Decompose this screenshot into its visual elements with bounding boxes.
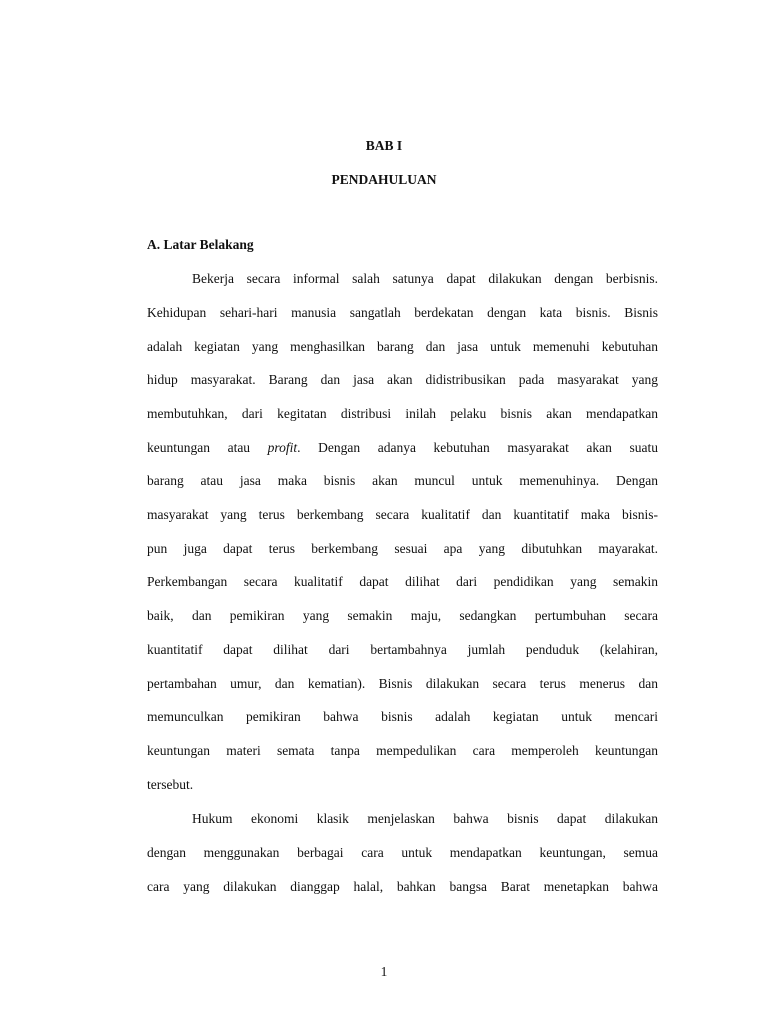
paragraph-line: pun juga dapat terus berkembang sesuai apa yang dibutuhkan mayarakat. xyxy=(147,541,658,556)
paragraph-line: Kehidupan sehari-hari manusia sangatlah berdekatan dengan kata bisnis. Bisnis xyxy=(147,305,658,320)
paragraph-line: membutuhkan, dari kegitatan distribusi inilah pelaku bisnis akan mendapatkan xyxy=(147,406,658,421)
paragraph-line: pertambahan umur, dan kematian). Bisnis dilakukan secara terus menerus dan xyxy=(147,676,658,691)
section-heading: A. Latar Belakang xyxy=(147,237,254,252)
paragraph-line: hidup masyarakat. Barang dan jasa akan didistribusikan pada masyarakat yang xyxy=(147,372,658,387)
paragraph-line: adalah kegiatan yang menghasilkan barang dan jasa untuk memenuhi kebutuhan xyxy=(147,339,658,354)
paragraph-line: tersebut. xyxy=(147,777,194,792)
chapter-title: PENDAHULUAN xyxy=(331,172,437,187)
paragraph-line: baik, dan pemikiran yang semakin maju, sedangkan pertumbuhan secara xyxy=(147,608,658,623)
paragraph-line: Perkembangan secara kualitatif dapat dilihat dari pendidikan yang semakin xyxy=(147,574,658,589)
paragraph-line: Bekerja secara informal salah satunya dapat dilakukan dengan berbisnis. xyxy=(192,271,658,286)
profit-line-before: keuntungan atau xyxy=(147,440,251,455)
paragraph-line-profit xyxy=(147,439,658,457)
profit-line-after: . Dengan adanya kebutuhan masyarakat akan suatu xyxy=(297,440,658,455)
page-number: 1 xyxy=(380,964,388,979)
chapter-label: BAB I xyxy=(365,138,403,153)
paragraph-line: dengan menggunakan berbagai cara untuk mendapatkan keuntungan, semua xyxy=(147,845,658,860)
paragraph-line: kuantitatif dapat dilihat dari bertambahnya jumlah penduduk (kelahiran, xyxy=(147,642,658,657)
paragraph-line: barang atau jasa maka bisnis akan muncul untuk memenuhinya. Dengan xyxy=(147,473,658,488)
paragraph-line: keuntungan materi semata tanpa mempedulikan cara memperoleh keuntungan xyxy=(147,743,658,758)
profit-italic-word: profit xyxy=(267,440,298,455)
paragraph-line: cara yang dilakukan dianggap halal, bahkan bangsa Barat menetapkan bahwa xyxy=(147,879,658,894)
paragraph-line: memunculkan pemikiran bahwa bisnis adalah kegiatan untuk mencari xyxy=(147,709,658,724)
paragraph-line: masyarakat yang terus berkembang secara kualitatif dan kuantitatif maka bisnis- xyxy=(147,507,658,522)
paragraph-line: Hukum ekonomi klasik menjelaskan bahwa bisnis dapat dilakukan xyxy=(192,811,658,826)
